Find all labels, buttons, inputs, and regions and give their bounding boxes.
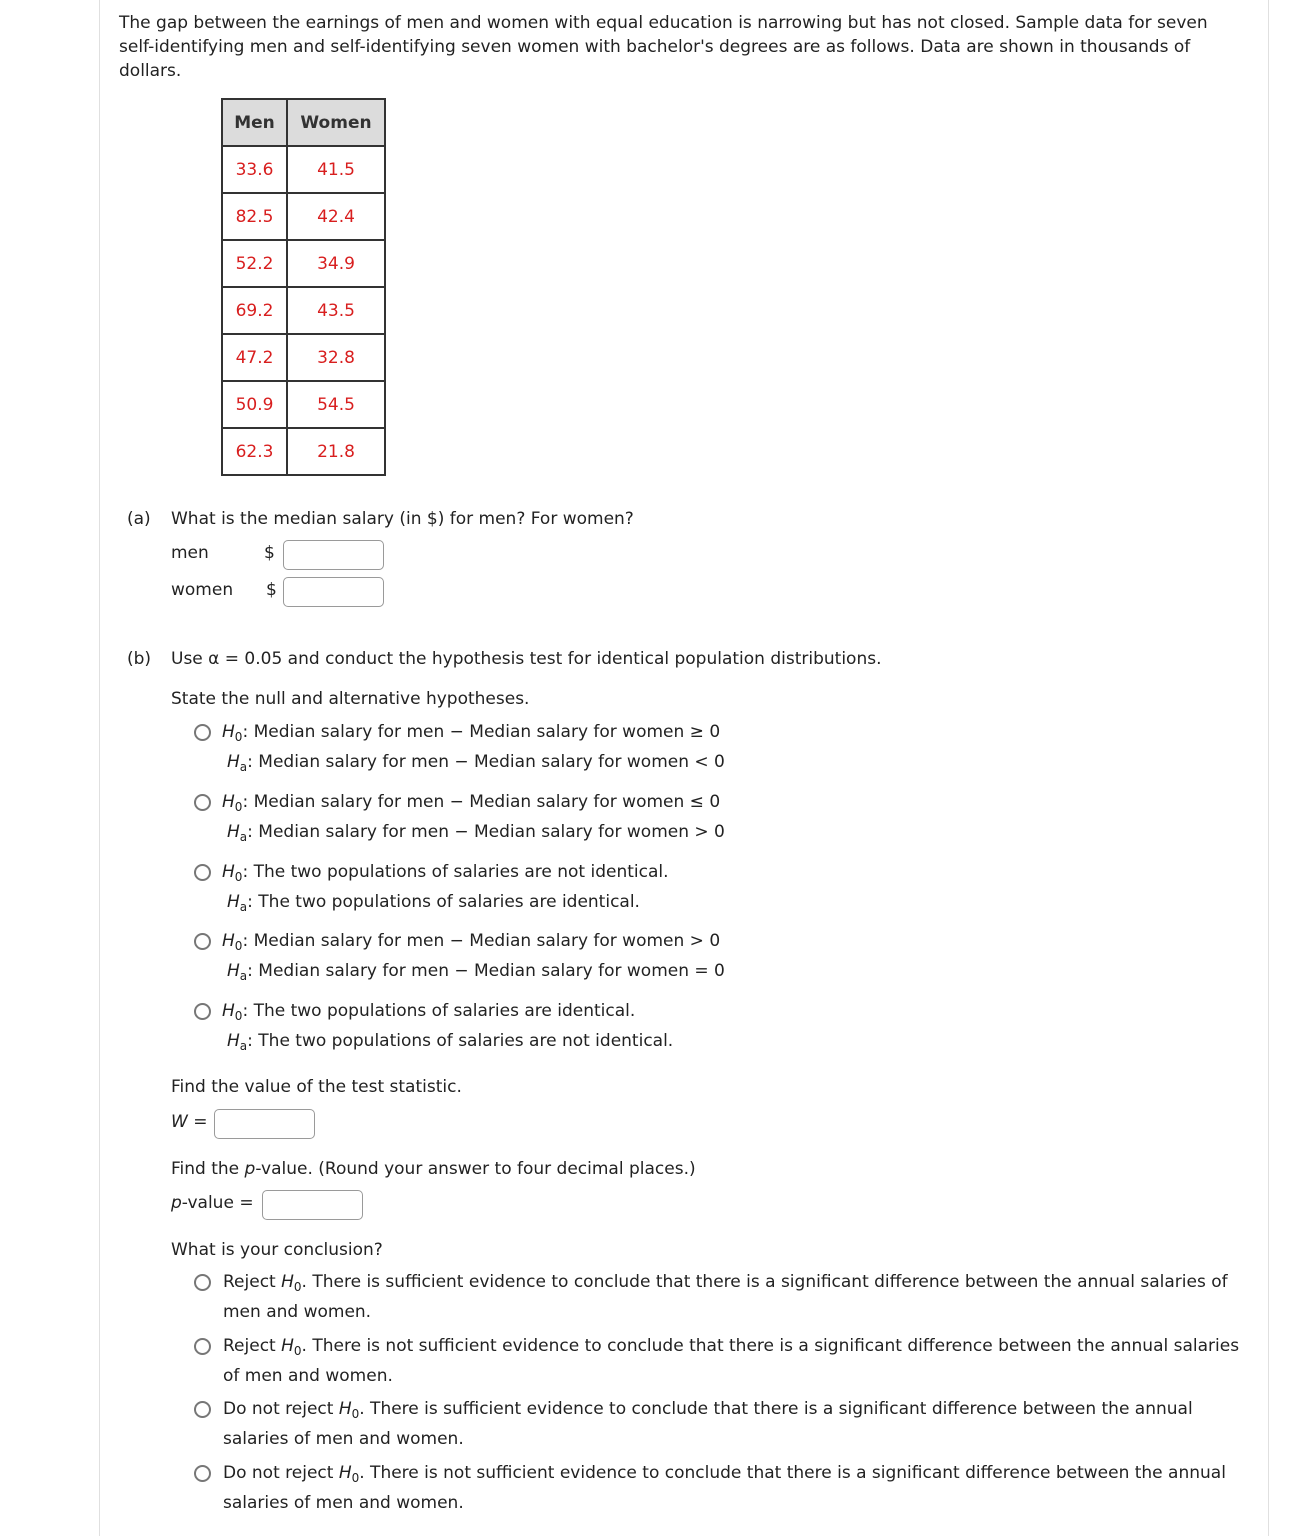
table-header-women: Women	[287, 99, 385, 146]
problem-intro: The gap between the earnings of men and women with equal education is narrowing but has not closed. Sample data for seven self-identifying men and self-identifying seven women with bachelor's degrees are as follows. Data are shown in thousands of dollars.	[119, 13, 1208, 81]
women-label: women	[171, 580, 234, 600]
hypothesis-option-1-ha: $H_a$: Median salary for men − Median salary for women < 0	[227, 752, 725, 774]
men-label: men	[171, 543, 209, 563]
table-row	[222, 146, 385, 193]
women-value: 41.5	[287, 146, 385, 193]
question-panel	[99, 0, 1269, 1536]
women-value: 42.4	[287, 193, 385, 240]
table-row	[222, 193, 385, 240]
hypothesis-option-5-ha: $H_a$: The two populations of salaries are not identical.	[227, 1031, 674, 1053]
hypothesis-option-1-h0: $H_0$: Median salary for men − Median salary for women ≥ 0	[222, 722, 721, 744]
pvalue-label: p-value =	[171, 1193, 254, 1213]
women-value: 34.9	[287, 240, 385, 287]
hypothesis-radio-4[interactable]	[194, 933, 211, 950]
pvalue-prompt: Find the p-value. (Round your answer to four decimal places.)	[171, 1159, 696, 1179]
men-value: 82.5	[222, 193, 287, 240]
hypothesis-option-2-ha: $H_a$: Median salary for men − Median salary for women > 0	[227, 822, 725, 844]
men-value: 52.2	[222, 240, 287, 287]
hypothesis-radio-2[interactable]	[194, 794, 211, 811]
table-row	[222, 240, 385, 287]
conclusion-radio-4[interactable]	[194, 1465, 211, 1482]
salary-table	[221, 98, 386, 476]
table-row	[222, 287, 385, 334]
men-value: 47.2	[222, 334, 287, 381]
women-value: 43.5	[287, 287, 385, 334]
conclusion-option-4: Do not reject $H_0$. There is not sufficient evidence to conclude that there is a significant difference between the annual salaries of men and women.	[223, 1463, 1226, 1513]
table-row	[222, 428, 385, 475]
test-statistic-input[interactable]	[214, 1109, 315, 1139]
women-currency: $	[266, 580, 277, 600]
hypothesis-option-3-h0: $H_0$: The two populations of salaries are not identical.	[222, 862, 669, 884]
w-label: W =	[171, 1112, 208, 1132]
hypothesis-option-4-ha: $H_a$: Median salary for men − Median salary for women = 0	[227, 961, 725, 983]
test-statistic-prompt: Find the value of the test statistic.	[171, 1077, 462, 1097]
hypothesis-option-3-ha: $H_a$: The two populations of salaries are identical.	[227, 892, 640, 914]
women-value: 21.8	[287, 428, 385, 475]
hypothesis-radio-3[interactable]	[194, 864, 211, 881]
hypotheses-prompt: State the null and alternative hypotheses.	[171, 689, 530, 709]
part-b-question: Use α = 0.05 and conduct the hypothesis test for identical population distributions.	[171, 649, 882, 669]
men-value: 50.9	[222, 381, 287, 428]
men-value: 33.6	[222, 146, 287, 193]
part-a-question: What is the median salary (in $) for men? For women?	[171, 509, 634, 529]
conclusion-radio-3[interactable]	[194, 1401, 211, 1418]
men-median-input[interactable]	[283, 540, 384, 570]
hypothesis-option-5-h0: $H_0$: The two populations of salaries are identical.	[222, 1001, 636, 1023]
conclusion-prompt: What is your conclusion?	[171, 1240, 383, 1260]
conclusion-option-3: Do not reject $H_0$. There is sufficient evidence to conclude that there is a significant difference between the annual salaries of men and women.	[223, 1399, 1193, 1449]
part-a-label: (a)	[127, 509, 151, 529]
women-value: 54.5	[287, 381, 385, 428]
men-currency: $	[264, 543, 275, 563]
table-row	[222, 334, 385, 381]
hypothesis-radio-1[interactable]	[194, 724, 211, 741]
hypothesis-option-4-h0: $H_0$: Median salary for men − Median salary for women > 0	[222, 931, 721, 953]
table-header-men: Men	[222, 99, 287, 146]
women-median-input[interactable]	[283, 577, 384, 607]
hypothesis-option-2-h0: $H_0$: Median salary for men − Median salary for women ≤ 0	[222, 792, 721, 814]
women-value: 32.8	[287, 334, 385, 381]
conclusion-radio-2[interactable]	[194, 1338, 211, 1355]
conclusion-radio-1[interactable]	[194, 1274, 211, 1291]
conclusion-option-1: Reject $H_0$. There is sufficient evidence to conclude that there is a significant difference between the annual salaries of men and women.	[223, 1272, 1228, 1322]
part-b-label: (b)	[127, 649, 152, 669]
men-value: 62.3	[222, 428, 287, 475]
hypothesis-radio-5[interactable]	[194, 1003, 211, 1020]
men-value: 69.2	[222, 287, 287, 334]
table-row	[222, 381, 385, 428]
pvalue-input[interactable]	[262, 1190, 363, 1220]
conclusion-option-2: Reject $H_0$. There is not sufficient evidence to conclude that there is a significant difference between the annual salaries of men and women.	[223, 1336, 1240, 1386]
